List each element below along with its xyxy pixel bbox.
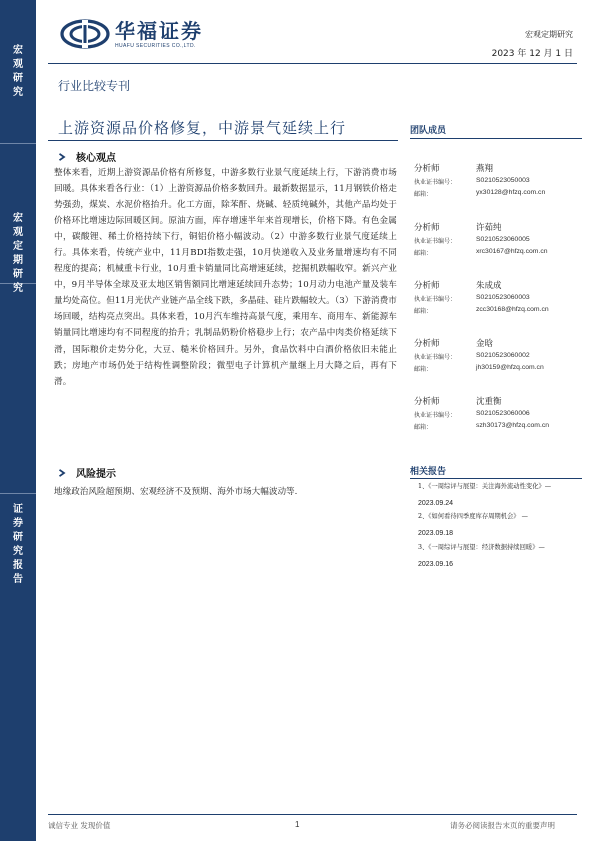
risk-heading-text: 风险提示: [76, 469, 116, 480]
analyst-card: [414, 221, 584, 257]
title-divider: [48, 140, 398, 141]
license-label: 执业证书编号：: [414, 179, 457, 186]
license-label: 执业证书编号：: [414, 296, 457, 303]
core-view-body: 整体来看，近期上游资源品价格有所修复，中游多数行业景气度延续上行，下游消费市场回暖。具体来看各行业：（1）上游资源品价格多数回升。最新数据显示，11月钢铁价格走势强劲，煤炭、水泥价格抬升。化工方面，除苯酐、烧碱、轻质纯碱外，其他产品均处于价格环比增速边际回暖区间。原油方面，库存增速半年来首现增长，价格下降。有色金属中，碳酸锂、稀土价格持续下行，铜铝价格小幅波动。（2）中游多数行业景气度延续上行。具体来看，传统产业中，11月BDI指数走强，10月快递收入及业务量增速均有不同程度的提高；机械重卡行业，10月重卡销量同比高增速延续，挖掘机跌幅收窄。新兴产业中，9月半导体全球及亚太地区销售额同比增速延续回升态势；10月动力电池产量及装车量均处高位。但11月光伏产业链产品全线下跌，多晶硅、硅片跌幅较大。（3）下游消费市场回暖，结构亮点突出。具体来看，10月汽车维持高景气度，乘用车、商用车、新能源车销量同比增速均有不同程度的抬升；乳制品奶粉价格稳步上行；农产品中肉类价格延续下滑，国际粮价走势分化，大豆、糙米价格回升。另外，食品饮料中白酒价格依旧未能止跌；房地产市场仍处于结构性调整阶段；微型电子计算机产量继上月大降之后，再有下滑。: [54, 168, 397, 387]
analyst-email[interactable]: yx30128@hfzq.com.cn: [476, 189, 546, 196]
footer-disclaimer: 请务必阅读报告末页的重要声明: [450, 821, 555, 830]
analyst-role: 分析师: [414, 223, 440, 233]
risk-body: 地缘政治风险超预期、宏观经济不及预期、海外市场大幅波动等.: [54, 487, 298, 497]
related-report-item[interactable]: [418, 512, 583, 538]
logo-icon: [60, 19, 110, 49]
license-number: S0210523050003: [476, 177, 530, 184]
analyst-email[interactable]: jh30159@hfzq.com.cn: [476, 364, 544, 371]
footer-divider: [48, 814, 577, 815]
analyst-name: 许茹纯: [476, 223, 502, 233]
email-label: 邮箱：: [414, 424, 433, 431]
analyst-email[interactable]: szh30173@hfzq.com.cn: [476, 422, 550, 429]
team-divider: [410, 138, 582, 139]
analyst-card: [414, 279, 584, 315]
sidebar-segment: [0, 284, 36, 494]
report-date: 2023 年 12 月 1 日: [491, 49, 573, 59]
chevron-right-icon: [58, 469, 66, 477]
related-report-item[interactable]: [418, 543, 583, 569]
related-report-title[interactable]: 3、《一周综评与展望：经济数据持续回暖》—: [418, 544, 545, 551]
core-view-heading-text: 核心观点: [76, 153, 116, 164]
analyst-email[interactable]: zcc30168@hfzq.com.cn: [476, 306, 549, 313]
analyst-role: 分析师: [414, 164, 440, 174]
analyst-name: 沈重衡: [476, 397, 502, 407]
related-report-date: 2023.09.18: [418, 530, 454, 537]
report-title: 上游资源品价格修复，中游景气延续上行: [58, 119, 347, 137]
license-label: 执业证书编号：: [414, 354, 457, 361]
footer-slogan: 诚信专业 发现价值: [48, 821, 111, 830]
team-heading: 团队成员: [410, 126, 447, 136]
analyst-role: 分析师: [414, 397, 440, 407]
analyst-role: 分析师: [414, 339, 440, 349]
sidebar-label-macro-research: 宏 观 研 究: [13, 45, 23, 98]
analyst-name: 金晗: [476, 339, 494, 349]
header-divider: [48, 63, 577, 64]
core-view-heading: [58, 149, 116, 164]
report-type: 宏观定期研究: [525, 30, 573, 39]
related-report-date: 2023.09.24: [418, 500, 454, 507]
analyst-card: [414, 162, 584, 198]
sidebar-label-securities-report: 证 券 研 究 报 告: [13, 504, 23, 585]
email-label: 邮箱：: [414, 366, 433, 373]
chevron-right-icon: [58, 153, 66, 161]
email-label: 邮箱：: [414, 191, 433, 198]
related-report-item[interactable]: [418, 482, 583, 508]
license-label: 执业证书编号：: [414, 238, 457, 245]
email-label: 邮箱：: [414, 250, 433, 257]
related-report-title[interactable]: 1、《一周综评与展望：关注海外流动性变化》—: [418, 483, 552, 490]
license-number: S0210523060003: [476, 294, 530, 301]
related-report-title[interactable]: 2、《如何看待四季度库存周期机会》 —: [418, 513, 528, 520]
analyst-name: 朱成成: [476, 281, 502, 291]
company-logo: [60, 19, 203, 49]
related-report-date: 2023.09.16: [418, 561, 454, 568]
analyst-card: [414, 337, 584, 373]
report-series: 行业比较专刊: [58, 79, 131, 93]
risk-heading: [58, 465, 116, 480]
sidebar-label-periodic-research: 宏 观 定 期 研 究: [13, 213, 23, 294]
analyst-email[interactable]: xrc30167@hfzq.com.cn: [476, 248, 548, 255]
license-number: S0210523060006: [476, 410, 530, 417]
analyst-role: 分析师: [414, 281, 440, 291]
related-reports-heading: 相关报告: [410, 467, 447, 477]
license-number: S0210523060002: [476, 352, 530, 359]
related-divider: [410, 478, 582, 479]
header-meta: [492, 29, 573, 59]
analyst-name: 燕翔: [476, 164, 494, 174]
analyst-card: [414, 395, 584, 431]
page-number: 1: [295, 820, 300, 829]
logo-name-cn: 华福证券: [115, 18, 203, 43]
license-number: S0210523060005: [476, 236, 530, 243]
license-label: 执业证书编号：: [414, 412, 457, 419]
email-label: 邮箱：: [414, 308, 433, 315]
logo-name-en: HUAFU SECURITIES CO.,LTD.: [115, 42, 196, 49]
left-sidebar: [0, 0, 36, 841]
